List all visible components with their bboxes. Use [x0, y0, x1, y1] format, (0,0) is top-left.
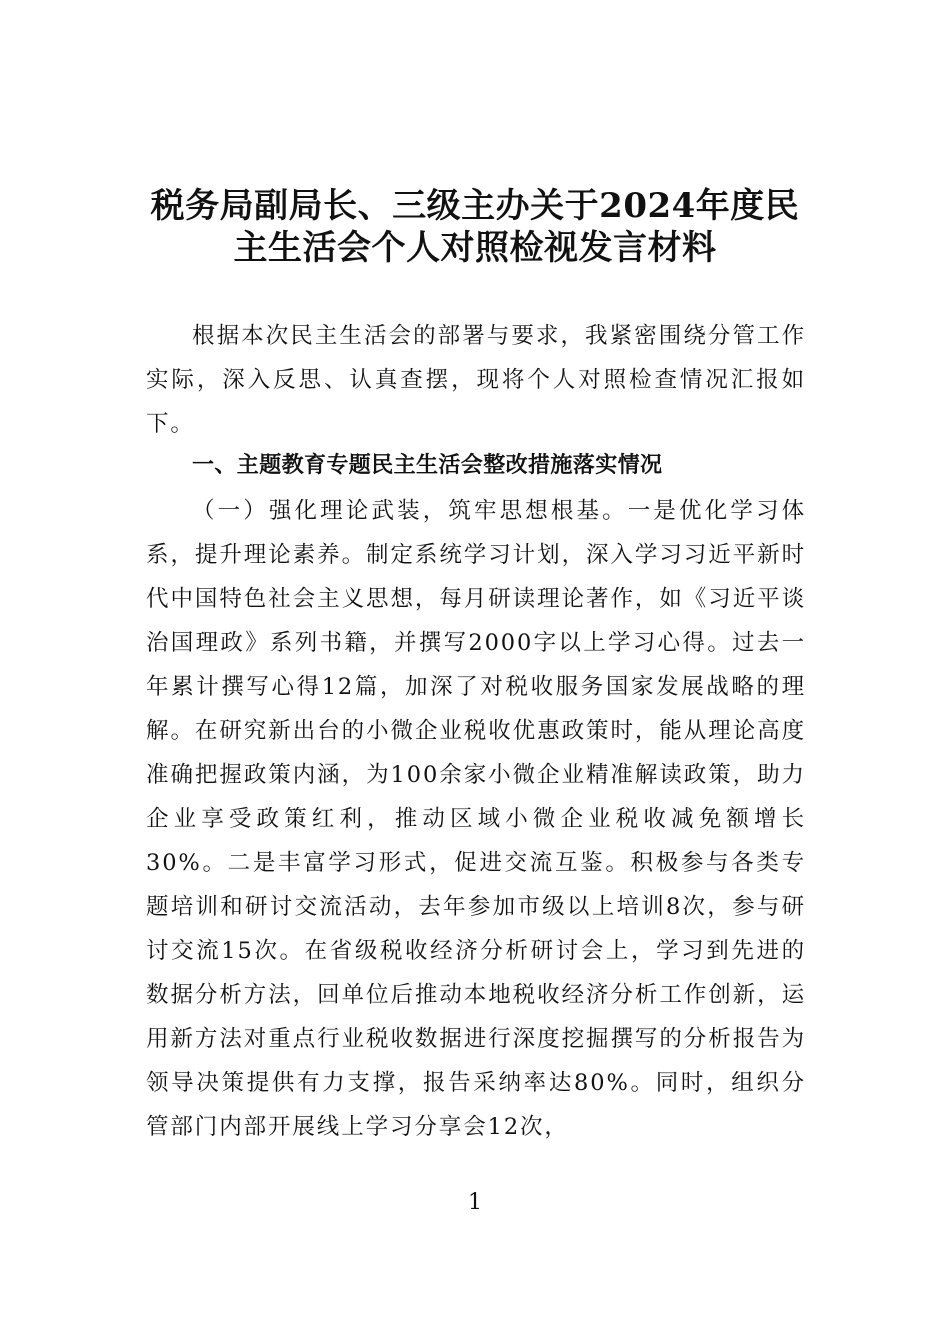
document-title-line-1: 税务局副局长、三级主办关于2024年度民 — [150, 186, 800, 226]
intro-paragraph: 根据本次民主生活会的部署与要求，我紧密围绕分管工作实际，深入反思、认真查摆，现将个人对照检查情况汇报如下。 — [146, 323, 806, 437]
page-number: 1 — [468, 1190, 482, 1215]
document-title-line-2: 主生活会个人对照检视发言材料 — [233, 228, 717, 268]
body-paragraph: （一）强化理论武装，筑牢思想根基。一是优化学习体系，提升理论素养。制定系统学习计划，深入学习习近平新时代中国特色社会主义思想，每月研读理论著作，如《习近平谈治国理政》系列书籍，并撰写2000字以上学习心得。过去一年累计撰写心得12篇，加深了对税收服务国家发展战略的理解。在研究新出台的小微企业税收优惠政策时，能从理论高度准确把握政策内涵，为100余家小微企业精准解读政策，助力企业享受政策红利，推动区域小微企业税收减免额增长30%。二是丰富学习形式，促进交流互鉴。积极参与各类专题培训和研讨交流活动，去年参加市级以上培训8次，参与研讨交流15次。在省级税收经济分析研讨会上，学习到先进的数据分析方法，回单位后推动本地税收经济分析工作创新，运用新方法对重点行业税收数据进行深度挖掘撰写的分析报告为领导决策提供有力支撑，报告采纳率达80%。同时，组织分管部门内部开展线上学习分享会12次， — [146, 498, 806, 1140]
section-heading: 一、主题教育专题民主生活会整改措施落实情况 — [192, 453, 663, 478]
